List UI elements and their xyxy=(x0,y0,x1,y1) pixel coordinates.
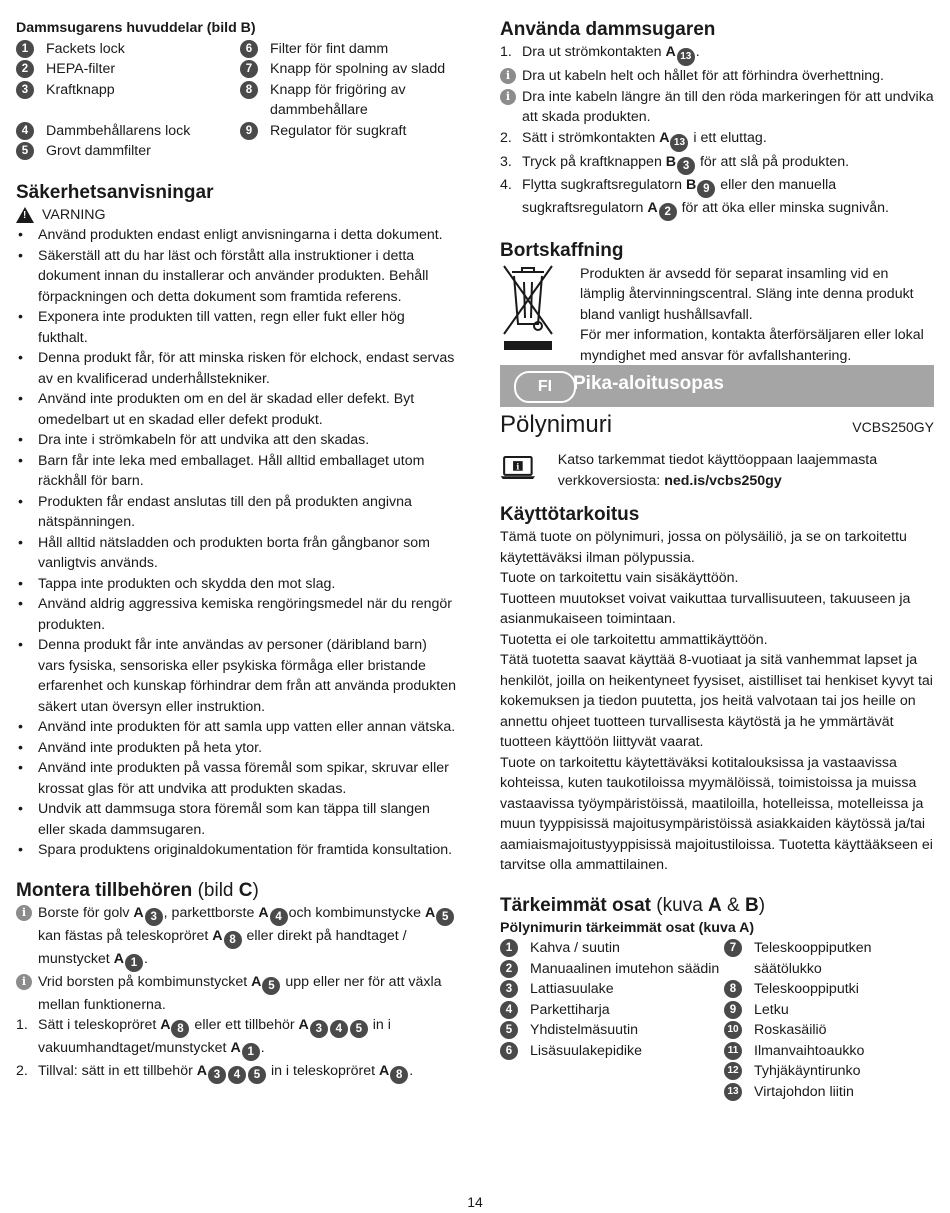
number-badge: 3 xyxy=(677,157,695,175)
figure-ref: A xyxy=(424,904,436,921)
disposal-text: Produkten är avsedd för separat insamling vid en lämplig återvinningscentral. Släng inte denna produkt bland vanligt hushållsavfall. xyxy=(580,265,914,323)
part-item xyxy=(240,39,456,60)
info-icon: i xyxy=(500,89,516,105)
use-instructions xyxy=(500,42,934,221)
safety-title: Säkerhetsanvisningar xyxy=(16,181,214,203)
figure-ref: A xyxy=(298,1017,309,1033)
model-number: VCBS250GY xyxy=(852,419,934,435)
number-badge: 5 xyxy=(248,1066,266,1084)
warning-row xyxy=(16,205,456,226)
number-badge: 1 xyxy=(242,1043,260,1061)
part-label: Knapp för frigöring av dammbehållare xyxy=(270,81,406,118)
laptop-info-icon xyxy=(500,450,536,486)
number-badge: 7 xyxy=(724,939,742,957)
part-item xyxy=(724,1082,934,1103)
purpose-title: Käyttötarkoitus xyxy=(500,504,640,525)
section-bar-title: Pika-aloitusopas xyxy=(573,373,724,394)
left-column xyxy=(16,18,456,1084)
number-badge: 4 xyxy=(228,1066,246,1084)
manual-text: Katso tarkemmat tiedot käyttöoppaan laajemmasta verkkoversiosta: ned.is/vcbs250gy xyxy=(557,452,878,489)
paragraph: Tuote on tarkoitettu vain sisäkäyttöön. xyxy=(500,570,739,586)
warning-label: VARNING xyxy=(42,206,106,223)
fi-section xyxy=(500,410,934,1102)
paragraph: Tuotetta ei ole tarkoitettu ammattikäyttöön. xyxy=(500,631,768,648)
manual-link[interactable]: ned.is/vcbs250gy xyxy=(664,472,782,489)
part-label: Kahva / suutin xyxy=(530,940,620,956)
part-item xyxy=(16,80,240,121)
figure-ref: A xyxy=(212,927,223,944)
part-label: Filter för fint damm xyxy=(270,40,389,57)
list-item: • Säkerställ att du har läst och förstått alla instruktioner i detta dokument innan du installerar och använder produkten. Behåll förpackningen och detta dokument som framtida referens. xyxy=(16,246,456,308)
number-badge: 2 xyxy=(500,960,518,978)
part-item xyxy=(724,938,934,979)
step-item: 2. Tillval: sätt in ett tillbehör A 3 4 5 in i teleskopröret A 8 . xyxy=(16,1061,456,1084)
number-badge: 4 xyxy=(270,908,288,926)
safety-list xyxy=(16,225,456,861)
step-item: 1. Sätt i teleskopröret A 8 eller ett tillbehör A 3 4 5 in i vakuumhandtaget/munstycket A 1 . xyxy=(16,1015,456,1061)
info-icon: i xyxy=(16,905,32,921)
list-item: • Dra inte i strömkabeln för att undvika att den skadas. xyxy=(16,430,456,451)
step-number: 1. xyxy=(16,1017,28,1033)
figure-ref: A xyxy=(230,1040,241,1056)
part-item xyxy=(240,59,456,80)
step-number: 3. xyxy=(500,153,512,170)
number-badge: 7 xyxy=(240,60,258,78)
page-number: 14 xyxy=(467,1194,483,1210)
number-badge: 3 xyxy=(500,980,518,998)
part-item xyxy=(724,1020,934,1041)
part-label: Dammbehållarens lock xyxy=(46,122,191,139)
figure-ref: B xyxy=(686,176,697,193)
purpose-body xyxy=(500,527,934,876)
part-item xyxy=(500,938,724,959)
main-parts-title: Tärkeimmät osat (kuva A & B) xyxy=(500,894,766,916)
use-title: Använda dammsugaren xyxy=(500,19,716,40)
step-item: 3. Tryck på kraftknappen B 3 för att slå på produkten. xyxy=(500,152,934,175)
number-badge: 9 xyxy=(697,180,715,198)
mount-title: Montera tillbehören (bild C) xyxy=(16,879,259,901)
part-item xyxy=(500,1000,724,1021)
disposal-block xyxy=(500,264,934,367)
number-badge: 4 xyxy=(330,1020,348,1038)
part-label: Letku xyxy=(754,1001,789,1018)
step-item: 4. Flytta sugkraftsregulatorn B 9 eller den manuella sugkraftsregulatorn A 2 för att öka eller minska sugnivån. xyxy=(500,175,934,221)
number-badge: 2 xyxy=(659,203,677,221)
part-label: Teleskooppiputki xyxy=(754,981,859,997)
warning-icon: ! xyxy=(16,207,34,223)
figure-ref: A xyxy=(378,1063,390,1079)
list-item: • Använd inte produkten om en del är skadad eller defekt. Byt omedelbart ut en skadad eller defekt produkt. xyxy=(16,389,456,430)
part-label: Knapp för spolning av sladd xyxy=(270,61,446,77)
part-label: Yhdistelmäsuutin xyxy=(530,1022,639,1038)
number-badge: 5 xyxy=(500,1021,518,1039)
disposal-text-2: För mer information, kontakta återförsäljaren eller lokal myndighet med ansvar för avfallshantering. xyxy=(580,327,924,364)
number-badge: 1 xyxy=(500,939,518,957)
list-item: • Produkten får endast anslutas till den på produkten angivna nätspänningen. xyxy=(16,492,456,533)
step-number: 2. xyxy=(16,1063,28,1079)
part-label: Ilmanvaihtoaukko xyxy=(754,1042,865,1059)
list-item: • Använd produkten endast enligt anvisningarna i detta dokument. xyxy=(16,225,456,246)
manual-note xyxy=(500,450,934,491)
part-label: Regulator för sugkraft xyxy=(270,122,407,139)
list-item: • Undvik att dammsuga stora föremål som kan täppa till slangen eller skada dammsugaren. xyxy=(16,799,456,840)
part-label: Grovt dammfilter xyxy=(46,143,151,159)
part-label: Parkettiharja xyxy=(530,1001,610,1018)
number-badge: 3 xyxy=(310,1020,328,1038)
figure-ref: A xyxy=(665,44,676,60)
part-item xyxy=(724,1061,934,1082)
number-badge: 1 xyxy=(16,40,34,58)
number-badge: 5 xyxy=(262,977,280,995)
number-badge: 8 xyxy=(171,1020,189,1038)
number-badge: 8 xyxy=(390,1066,408,1084)
part-item xyxy=(16,141,240,162)
number-badge: 10 xyxy=(724,1021,742,1039)
list-item: • Denna produkt får inte användas av personer (däribland barn) vars fysiska, sensoriska eller psykiska förmåga eller bristande erfarenhet och kunskap förhindrar dem från att använda produkten säkert utan översyn eller instruktion. xyxy=(16,635,456,717)
part-item xyxy=(500,1041,724,1062)
part-label: Roskasäiliö xyxy=(754,1022,827,1038)
number-badge: 3 xyxy=(16,81,34,99)
number-badge: 6 xyxy=(240,40,258,58)
language-badge: FI xyxy=(514,371,576,403)
figure-ref: B xyxy=(665,153,677,170)
step-item: 1. Dra ut strömkontakten A 13 . xyxy=(500,42,934,66)
figure-ref: A xyxy=(659,129,670,146)
figure-ref: A xyxy=(251,973,262,990)
parts-column xyxy=(500,938,724,1102)
parts-list xyxy=(16,39,456,162)
list-item: • Håll alltid nätsladden och produkten borta från gångbanor som vanligtvis används. xyxy=(16,533,456,574)
number-badge: 1 xyxy=(125,954,143,972)
paragraph: Tuotteen muutokset voivat vaikuttaa turvallisuuteen, takuuseen ja asianmukaiseen toimintaan. xyxy=(500,590,911,627)
list-item: • Barn får inte leka med emballaget. Håll alltid emballaget utom räckhåll för barn. xyxy=(16,451,456,492)
info-note: i Dra inte kabeln längre än till den röda markeringen för att undvika att skada produkten. xyxy=(500,87,934,128)
mount-instructions xyxy=(16,903,456,1085)
number-badge: 6 xyxy=(500,1042,518,1060)
weee-bin-icon xyxy=(500,264,556,354)
figure-ref: A xyxy=(196,1063,207,1079)
number-badge: 4 xyxy=(500,1001,518,1019)
info-icon: i xyxy=(16,974,32,990)
parts-title: Dammsugarens huvuddelar (bild B) xyxy=(16,20,256,36)
part-label: Lisäsuulakepidike xyxy=(530,1042,642,1059)
number-badge: 5 xyxy=(436,908,454,926)
number-badge: 4 xyxy=(16,122,34,140)
part-label: Kraftknapp xyxy=(46,81,115,98)
part-label: Virtajohdon liitin xyxy=(754,1083,854,1100)
step-number: 4. xyxy=(500,176,512,193)
fi-parts-list xyxy=(500,938,934,1102)
paragraph: Tätä tuotetta saavat käyttää 8-vuotiaat ja sitä vanhemmat lapset ja henkilöt, joilla on heikentyneet fyysiset, aistilliset tai henkiset kyvyt tai kokemuksen ja tiedon puutetta, jos heitä valvotaan tai jos heille on annettu ohjeet tuotteen turvallisesta käytöstä ja he ymmärtävät tuotteen käyttöön liittyvät vaarat. xyxy=(500,652,933,750)
number-badge: 9 xyxy=(240,122,258,140)
paragraph: Tuote on tarkoitettu käytettäväksi kotitalouksissa ja vastaavissa kohteissa, kuten taukotiloissa myymälöissä, toimistoissa ja muissa vastaavissa työympäristöissä, maatiloilla, hotelleissa, motelleissa ja muun tyyppisissä majoitusympäristöissä asiakkaiden käytössä ja/tai aamiaismajoitustyyppisissä majoitustiloissa. Tuotetta käyttääkseen ei tarvitse olla ammattilainen. xyxy=(500,754,933,873)
part-label: Teleskooppiputken säätölukko xyxy=(754,940,872,977)
figure-ref: A xyxy=(113,950,124,967)
list-item: • Använd inte produkten för att samla upp vatten eller annan vätska. xyxy=(16,717,456,738)
paragraph: Tämä tuote on pölynimuri, jossa on pölysäiliö, ja se on tarkoitettu käytettäväksi ilman pölypussia. xyxy=(500,529,907,566)
info-note: i Borste för golv A 3 , parkettborste A 4 och kombimunstycke A 5 kan fästas på teleskopröret A 8 eller direkt på handtaget / munstycket A 1 . xyxy=(16,903,456,972)
step-number: 2. xyxy=(500,129,512,146)
part-label: Manuaalinen imutehon säädin xyxy=(530,960,720,977)
part-item xyxy=(724,1000,934,1021)
info-note: i Dra ut kabeln helt och hållet för att förhindra överhettning. xyxy=(500,66,934,87)
figure-ref: A xyxy=(160,1017,171,1033)
list-item: • Exponera inte produkten till vatten, regn eller fukt eller hög fukthalt. xyxy=(16,307,456,348)
number-badge: 8 xyxy=(724,980,742,998)
part-item xyxy=(16,39,240,60)
part-item xyxy=(16,59,240,80)
number-badge: 3 xyxy=(208,1066,226,1084)
figure-ref: A xyxy=(258,904,269,921)
info-note: i Vrid borsten på kombimunstycket A 5 upp eller ner för att växla mellan funktionerna. xyxy=(16,972,456,1016)
number-badge: 8 xyxy=(240,81,258,99)
part-item xyxy=(240,80,456,121)
list-item: • Tappa inte produkten och skydda den mot slag. xyxy=(16,574,456,595)
part-label: HEPA-filter xyxy=(46,61,116,77)
number-badge: 9 xyxy=(724,1001,742,1019)
list-item: • Använd aldrig aggressiva kemiska rengöringsmedel när du rengör produkten. xyxy=(16,594,456,635)
list-item: • Denna produkt får, för att minska risken för elchock, endast servas av en kvalificerad underhållstekniker. xyxy=(16,348,456,389)
part-item xyxy=(16,121,240,142)
main-parts-subtitle: Pölynimurin tärkeimmät osat (kuva A) xyxy=(500,919,755,936)
part-item xyxy=(724,979,934,1000)
svg-text:i: i xyxy=(516,461,520,472)
disposal-title: Bortskaffning xyxy=(500,239,624,261)
list-item: • Använd inte produkten på heta ytor. xyxy=(16,738,456,759)
part-item xyxy=(500,979,724,1000)
number-badge: 5 xyxy=(350,1020,368,1038)
language-section-bar xyxy=(500,365,934,407)
number-badge: 11 xyxy=(724,1042,742,1060)
part-item xyxy=(724,1041,934,1062)
info-icon: i xyxy=(500,68,516,84)
right-column xyxy=(500,18,934,366)
figure-ref: A xyxy=(647,199,658,216)
part-label: Lattiasuulake xyxy=(530,981,614,997)
number-badge: 8 xyxy=(224,931,242,949)
step-item: 2. Sätt i strömkontakten A 13 i ett eluttag. xyxy=(500,128,934,152)
number-badge: 13 xyxy=(670,134,688,152)
part-item xyxy=(500,1020,724,1041)
list-item: • Använd inte produkten på vassa föremål som spikar, skruvar eller krossat glas för att undvika att produkten skadas. xyxy=(16,758,456,799)
number-badge: 3 xyxy=(145,908,163,926)
part-item xyxy=(500,959,724,980)
number-badge: 13 xyxy=(677,48,695,66)
number-badge: 13 xyxy=(724,1083,742,1101)
figure-ref: A xyxy=(133,904,144,921)
number-badge: 2 xyxy=(16,60,34,78)
part-label: Fackets lock xyxy=(46,40,125,57)
parts-column xyxy=(724,938,934,1102)
part-item xyxy=(240,121,456,142)
list-item: • Spara produktens originaldokumentation för framtida konsultation. xyxy=(16,840,456,861)
product-title: Pölynimuri xyxy=(500,411,613,438)
part-label: Tyhjäkäyntirunko xyxy=(754,1063,861,1079)
number-badge: 5 xyxy=(16,142,34,160)
step-number: 1. xyxy=(500,44,512,60)
number-badge: 12 xyxy=(724,1062,742,1080)
